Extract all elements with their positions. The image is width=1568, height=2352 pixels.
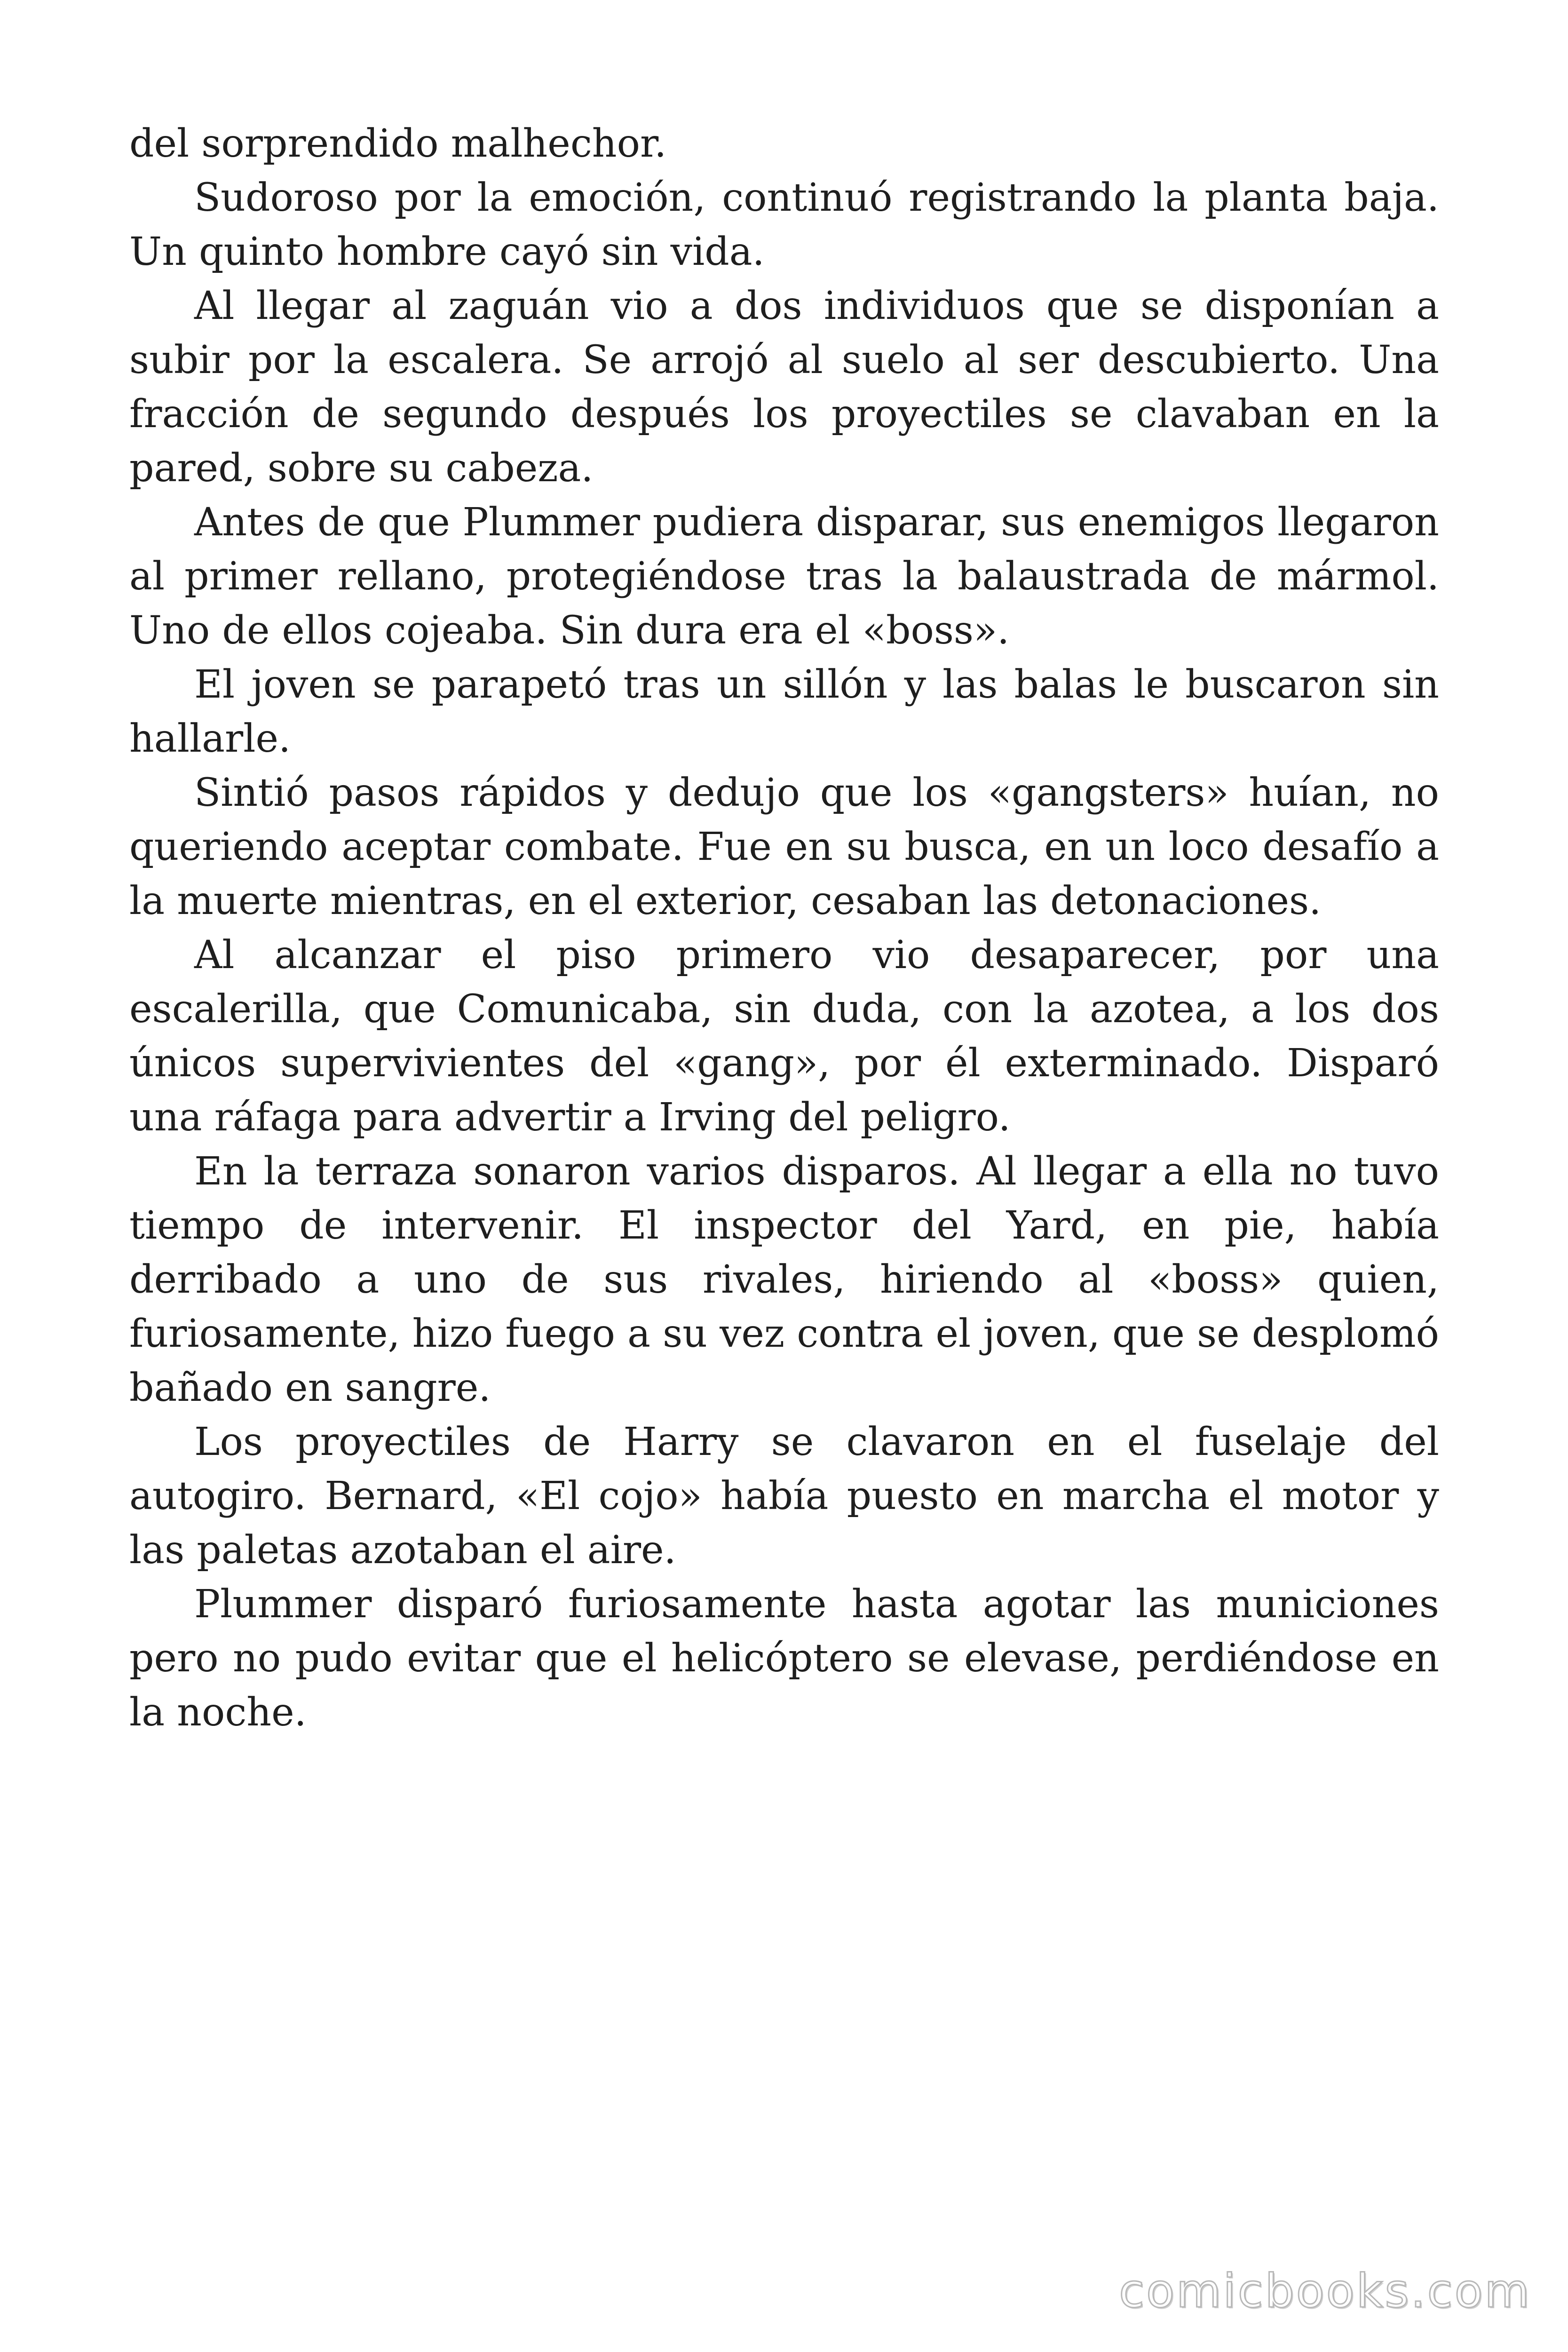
paragraph: Plummer disparó furiosamente hasta agotar las municiones pero no pudo evitar que el helicóptero se elevase, perdiéndose en la noche. [129,1582,1439,1735]
paragraph-continued: del sorprendido malhechor. [129,121,667,166]
paragraph: En la terraza sonaron varios disparos. Al llegar a ella no tuvo tiempo de intervenir. El inspector del Yard, en pie, había derribado a uno de sus rivales, hiriendo al «boss» quien, furiosamente, hizo fuego a su vez contra el joven, que se desplomó bañado en sangre. [129,1149,1439,1410]
paragraph: Al llegar al zaguán vio a dos individuos que se disponían a subir por la escalera. Se arrojó al suelo al ser descubierto. Una fracción de segundo después los proyectiles se clavaban en la pared, sobre su cabeza. [129,284,1439,491]
page-body-text [129,117,1439,1740]
paragraph: Sintió pasos rápidos y dedujo que los «gangsters» huían, no queriendo aceptar combate. Fue en su busca, en un loco desafío a la muerte mientras, en el exterior, cesaban las detonaciones. [129,771,1439,923]
paragraph: Al alcanzar el piso primero vio desaparecer, por una escalerilla, que Comunicaba, sin duda, con la azotea, a los dos únicos supervivientes del «gang», por él exterminado. Disparó una ráfaga para advertir a Irving del peligro. [129,933,1439,1140]
paragraph: Los proyectiles de Harry se clavaron en el fuselaje del autogiro. Bernard, «El cojo» había puesto en marcha el motor y las paletas azotaban el aire. [129,1420,1439,1573]
paragraph: El joven se parapetó tras un sillón y las balas le buscaron sin hallarle. [129,662,1439,761]
paragraph: Antes de que Plummer pudiera disparar, sus enemigos llegaron al primer rellano, protegiéndose tras la balaustrada de mármol. Uno de ellos cojeaba. Sin dura era el «boss». [129,500,1439,653]
paragraph: Sudoroso por la emoción, continuó registrando la planta baja. Un quinto hombre cayó sin vida. [129,175,1439,274]
watermark: comicbooks.com [1119,2265,1531,2318]
